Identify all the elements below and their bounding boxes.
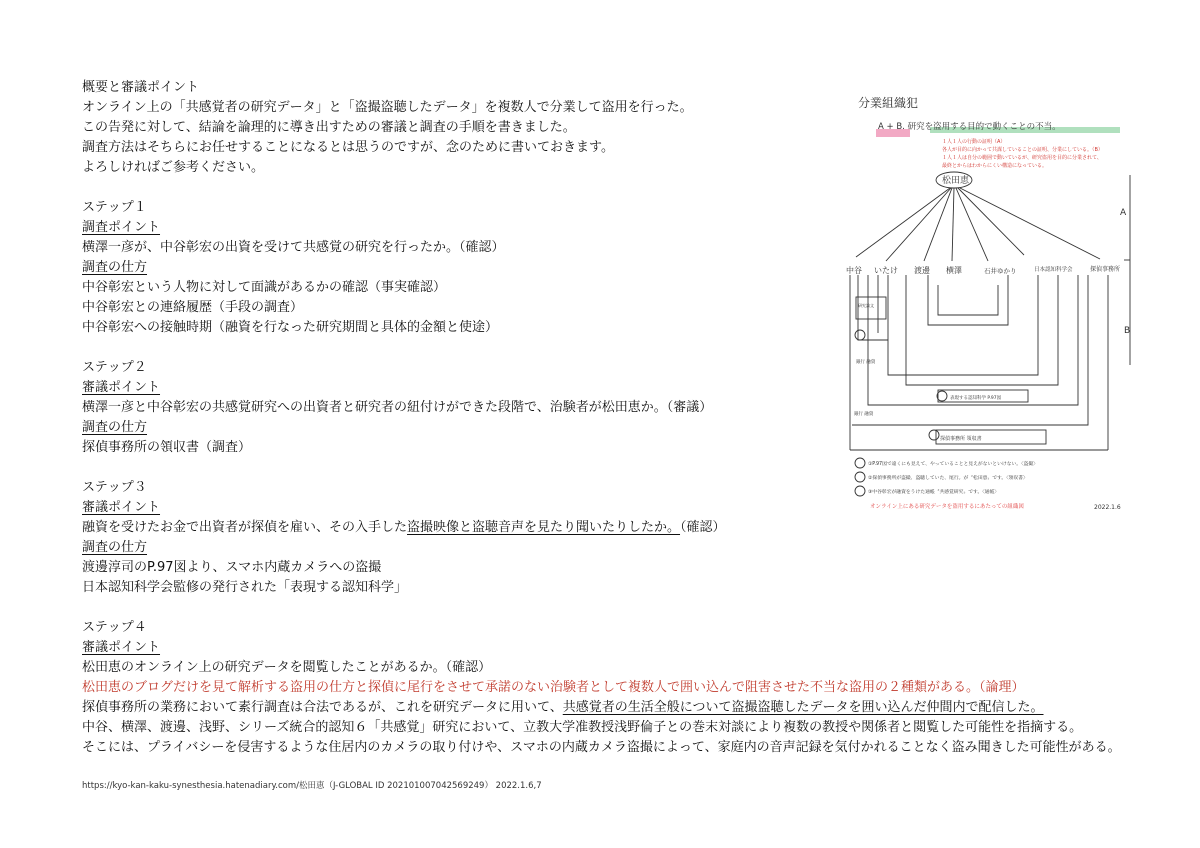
diagram-numbered-note: ②探偵事務所が盗撮、盗聴していた、尾行。が〝松田恵〟です。〈領収書〉 [868, 476, 1028, 481]
step2-method-label: 調査の仕方 [82, 420, 148, 435]
diagram-side-label-a: A [1120, 208, 1127, 218]
step3-method-label: 調査の仕方 [82, 540, 148, 555]
org-chart-sketch [838, 85, 1138, 525]
step2-method: 探偵事務所の領収書（調査） [82, 440, 252, 455]
diagram-title: 分業組織犯 [858, 96, 919, 110]
step4-line2 [82, 698, 1122, 718]
intro-line: オンライン上の「共感覚者の研究データ」と「盗撮盗聴したデータ」を複数人で分業して盗用を行った。 [82, 100, 693, 115]
circle-3 [855, 330, 865, 340]
step1-method: 中谷彰宏という人物に対して面識があるかの確認（事実確認） [82, 280, 447, 295]
diagram-red-note: １人１人は自分の範囲で動いているが、研究盗用を目的に分業されて、 [942, 155, 1102, 161]
diagram-node: 日本認知科学会 [1034, 267, 1073, 273]
circle-2 [929, 430, 939, 440]
step1-method-label: 調査の仕方 [82, 260, 148, 275]
diagram-box-label: 銀行 融資 [854, 412, 874, 417]
diagram-node: いたけ [874, 266, 898, 275]
step2-point-label: 審議ポイント [82, 380, 161, 395]
step1-point-label: 調査ポイント [82, 220, 161, 235]
step1-point: 横澤一彦が、中谷彰宏の出資を受けて共感覚の研究を行ったか。（確認） [82, 240, 505, 255]
step3-point-pre: 融資を受けたお金で出資者が探偵を雇い、その入手した [82, 520, 408, 535]
diagram-box-label: 銀行 融資 [856, 360, 876, 365]
intro-line: よろしければご参考ください。 [82, 160, 265, 175]
diagram-caption: オンライン上にある研究データを盗用するにあたっての組織図 [870, 504, 1024, 510]
step3-method: 渡邊淳司のP.97図より、スマホ内蔵カメラへの盗撮 [82, 560, 382, 575]
diagram-numbered-note: ③中谷彰宏が融資をうけた通帳〝共感覚研究〟です。〈通帳〉 [868, 490, 1000, 495]
diagram-box-label: 探偵事務所 領収書 [940, 436, 982, 442]
diagram-node: 渡邊 [914, 266, 930, 275]
step4-red-line: 松田恵のブログだけを見て解析する盗用の仕方と探偵に尾行をさせて承諾のない治験者として複数人で囲い込んで阻害させた不当な盗用の２種類がある。（論理） [82, 680, 1025, 695]
step4-title: ステップ４ [82, 620, 147, 635]
box-research-paper [856, 297, 886, 319]
step2-title: ステップ２ [82, 360, 147, 375]
diagram-subtitle: A + B. 研究を盗用する目的で動くことの不当。 [878, 122, 1061, 132]
diagram-node: 中谷 [846, 266, 862, 275]
diagram-box-label: 研究論文 [858, 303, 874, 308]
intro-line: この告発に対して、結論を論理的に導き出すための審議と調査の手順を書きました。 [82, 120, 576, 135]
step4-point: 松田恵のオンライン上の研究データを閲覧したことがあるか。（確認） [82, 660, 492, 675]
circle-1 [937, 391, 947, 401]
intro-heading: 概要と審議ポイント [82, 80, 200, 95]
diagram-red-note: 最終とからはわからにくい構造になっている。 [942, 163, 1048, 169]
diagram-red-note: １人１人の行動の証明（A） [942, 139, 1006, 145]
diagram-node: 横澤 [946, 266, 962, 275]
step4-line4: そこには、プライバシーを侵害するような住居内のカメラの取り付けや、スマホの内蔵カメラ盗撮によって、家庭内の音声記録を気付かれることなく盗み聞きした可能性がある。 [82, 740, 1121, 755]
step4-line2-underlined: 共感覚者の生活全般について盗撮盗聴したデータを囲い込んだ仲間内で配信した。 [562, 700, 1044, 715]
diagram-red-note: 各人が目的に向かって共謀していることの証明、分業にしている。（B） [942, 147, 1103, 153]
diagram-numbered-note: ①P.97図で遠くにも見えて、やっていることと見えがないといけない。〈盗撮〉 [868, 462, 1038, 467]
step1-method: 中谷彰宏への接触時期（融資を行なった研究期間と具体的金額と使途） [82, 320, 499, 335]
step2-point: 横澤一彦と中谷彰宏の共感覚研究への出資者と研究者の紐付けができた段階で、治験者が松田恵か。（審議） [82, 400, 713, 415]
diagram-node: 石井ゆかり [984, 267, 1017, 275]
diagram-center-node: 松田恵 [942, 176, 970, 186]
step4-line2-pre: 探偵事務所の業務において素行調査は合法であるが、これを研究データに用いて、 [82, 700, 563, 715]
diagram-date: 2022.1.6 [1094, 504, 1121, 511]
step3-title: ステップ３ [82, 480, 147, 495]
intro-line: 調査方法はそちらにお任せすることになるとは思うのですが、念のために書いておきます。 [82, 140, 614, 155]
diagram-box-label: 表現する認知科学 P.97図 [950, 396, 1002, 401]
diagram-side-label-b: B [1124, 326, 1131, 336]
footer-source: https://kyo-kan-kaku-synesthesia.hatenadiary.com/松田恵（J-GLOBAL ID 202101007042569249） 2022.1.6,7 [82, 781, 542, 791]
diagram-node: 探偵事務所 [1090, 266, 1121, 273]
step3-point-underlined: 盗撮映像と盗聴音声を見たり聞いたりしたか。 [407, 520, 681, 535]
step1-title: ステップ１ [82, 200, 147, 215]
step3-method: 日本認知科学会監修の発行された「表現する認知科学」 [82, 580, 408, 595]
step3-point-post: （確認） [680, 520, 726, 535]
step4-point-label: 審議ポイント [82, 640, 161, 655]
step4-line3: 中谷、横澤、渡邊、浅野、シリーズ統合的認知６「共感覚」研究において、立教大学准教授浅野倫子との巻末対談により複数の教授や関係者と閲覧した可能性を指摘する。 [82, 720, 1083, 735]
step1-method: 中谷彰宏との連絡履歴（手段の調査） [82, 300, 304, 315]
step3-point-label: 審議ポイント [82, 500, 161, 515]
